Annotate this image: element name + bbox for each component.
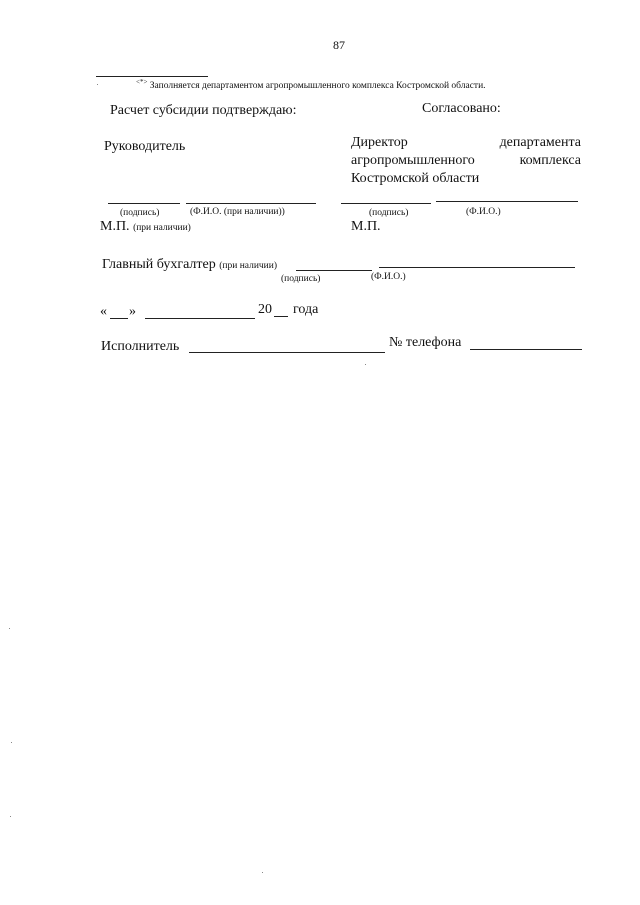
date-month-line[interactable] xyxy=(145,318,255,319)
director-title-line-2 xyxy=(351,153,581,169)
director-signature-caption: (подпись) xyxy=(369,208,409,218)
director-name-line[interactable] xyxy=(436,201,578,202)
footnote-divider xyxy=(96,76,208,77)
accountant-name-caption: (Ф.И.О.) xyxy=(371,272,406,282)
accountant-name-line[interactable] xyxy=(379,267,575,268)
date-open-quote: « xyxy=(100,304,107,319)
accountant-signature-caption: (подпись) xyxy=(281,274,321,284)
date-year-prefix: 20 xyxy=(258,302,272,317)
head-stamp-label: М.П. xyxy=(100,219,130,234)
scan-speck xyxy=(97,84,98,85)
date-close-quote: » xyxy=(129,304,136,319)
department-word: департамента xyxy=(499,135,581,150)
footnote xyxy=(136,78,486,91)
footnote-text: Заполняется департаментом агропромышленного комплекса Костромской области. xyxy=(149,81,486,92)
head-name-caption: (Ф.И.О. (при наличии)) xyxy=(190,207,285,217)
accountant-signature-line[interactable] xyxy=(296,270,372,271)
director-word: Директор xyxy=(351,135,408,150)
confirm-heading: Расчет субсидии подтверждаю: xyxy=(110,103,297,118)
head-name-line[interactable] xyxy=(186,203,316,204)
director-title-line-1 xyxy=(351,135,581,151)
scan-speck xyxy=(9,628,10,629)
agreed-heading: Согласовано: xyxy=(422,101,501,116)
scan-speck xyxy=(262,872,263,873)
scan-speck xyxy=(10,816,11,817)
phone-number-line[interactable] xyxy=(470,349,582,350)
accountant-label: Главный бухгалтер xyxy=(102,257,216,272)
executor-label: Исполнитель xyxy=(101,339,180,354)
head-role-label: Руководитель xyxy=(104,139,186,154)
head-signature-line[interactable] xyxy=(108,203,180,204)
head-signature-caption: (подпись) xyxy=(120,208,160,218)
accountant-note: (при наличии) xyxy=(219,261,278,271)
head-stamp-note: (при наличии) xyxy=(133,223,191,233)
executor-name-line[interactable] xyxy=(189,352,385,353)
scan-speck xyxy=(11,742,12,743)
phone-label: № телефона xyxy=(389,335,462,350)
date-year-suffix: года xyxy=(293,302,319,317)
director-stamp: М.П. xyxy=(351,219,381,234)
head-stamp xyxy=(100,219,191,235)
complex-word: комплекса xyxy=(519,153,581,168)
agro-word: агропромышленного xyxy=(351,153,475,168)
scan-speck xyxy=(365,364,366,365)
page-number: 87 xyxy=(333,38,345,52)
director-name-caption: (Ф.И.О.) xyxy=(466,207,501,217)
date-day-line[interactable] xyxy=(110,318,128,319)
director-signature-line[interactable] xyxy=(341,203,431,204)
footnote-marker: <*> xyxy=(136,78,148,86)
accountant-label-group xyxy=(102,257,277,273)
director-title-line-3: Костромской области xyxy=(351,171,480,186)
date-year-line[interactable] xyxy=(274,316,288,317)
